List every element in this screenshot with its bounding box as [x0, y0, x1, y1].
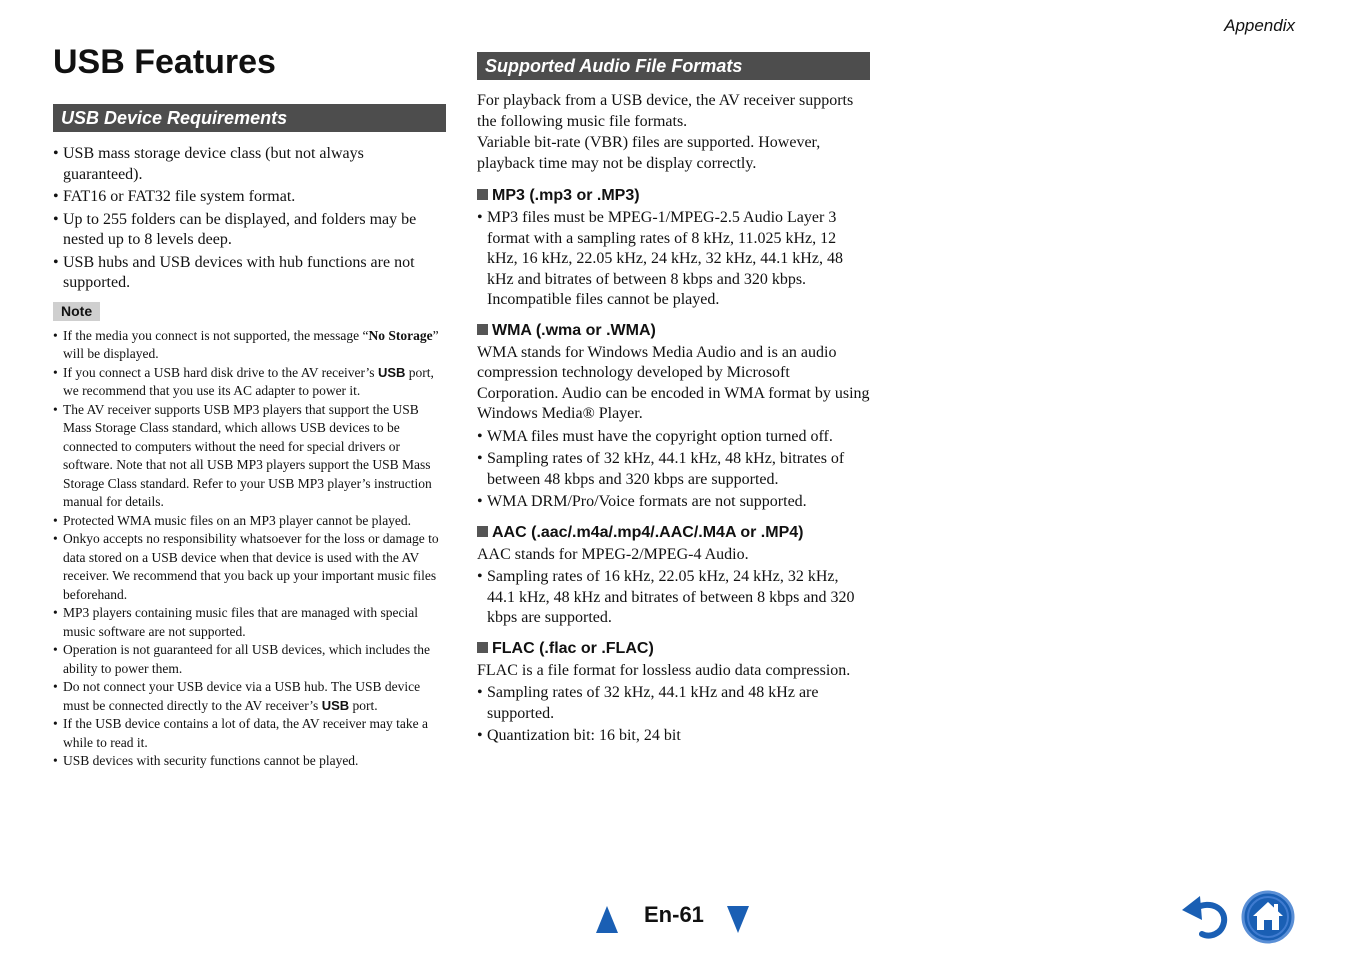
note-text: If you connect a USB hard disk drive to the AV receiver’s	[63, 364, 378, 380]
usb-port-label: USB	[377, 364, 406, 380]
mp3-list	[477, 208, 870, 311]
note-text: If the media you connect is not supported, the message “	[63, 327, 369, 343]
format-heading-aac	[477, 523, 870, 543]
up-triangle-icon[interactable]	[596, 906, 618, 933]
square-bullet-icon	[477, 526, 488, 537]
note-item: • If the USB device contains a lot of data, the AV receiver may take a while to read it.	[53, 715, 446, 752]
square-bullet-icon	[477, 189, 488, 200]
list-item: • Sampling rates of 32 kHz, 44.1 kHz, 48 kHz, bitrates of between 48 kbps and 320 kbps are supported.	[477, 449, 870, 490]
note-text: Do not connect your USB device via a USB hub. The USB device must be connected directly to the AV receiver’s	[63, 679, 421, 713]
list-item: • WMA DRM/Pro/Voice formats are not supported.	[477, 492, 870, 513]
note-item: • Protected WMA music files on an MP3 player cannot be played.	[53, 512, 446, 531]
format-heading-text: FLAC (.flac or .FLAC)	[492, 639, 654, 657]
note-item: • The AV receiver supports USB MP3 players that support the USB Mass Storage Class standard, which allows USB devices to be connected to computers without the need for special drivers or software. Note that not all USB MP3 players support the USB Mass Storage Class standard. Refer to your USB MP3 player’s instruction manual for details.	[53, 401, 446, 512]
list-item: • FAT16 or FAT32 file system format.	[53, 187, 446, 208]
square-bullet-icon	[477, 642, 488, 653]
format-heading-text: MP3 (.mp3 or .MP3)	[492, 187, 640, 204]
list-item: • Up to 255 folders can be displayed, and folders may be nested up to 8 levels deep.	[53, 210, 446, 251]
note-text: port.	[349, 697, 378, 713]
back-arrow-icon[interactable]	[1180, 896, 1230, 940]
left-column	[53, 104, 446, 771]
list-item: • USB hubs and USB devices with hub functions are not supported.	[53, 253, 446, 294]
format-heading-wma	[477, 321, 870, 341]
section-label: Appendix	[1224, 16, 1295, 35]
square-bullet-icon	[477, 324, 488, 335]
list-item: • USB mass storage device class (but not always guaranteed).	[53, 144, 446, 185]
format-heading-text: WMA (.wma or .WMA)	[492, 321, 656, 339]
note-item	[53, 364, 446, 401]
note-item: • USB devices with security functions cannot be played.	[53, 752, 446, 771]
list-item: • MP3 files must be MPEG-1/MPEG-2.5 Audio Layer 3 format with a sampling rates of 8 kHz, 11.025 kHz, 12 kHz, 16 kHz, 22.05 kHz, 24 kHz, 32 kHz, 44.1 kHz, 48 kHz and bitrates of between 8 kbps and 320 kbps. Incompatible files cannot be played.	[477, 208, 870, 311]
note-item: • MP3 players containing music files that are managed with special music software are not supported.	[53, 604, 446, 641]
format-heading-mp3	[477, 186, 870, 206]
note-item: • Onkyo accepts no responsibility whatsoever for the loss or damage to data stored on a USB device when that device is used with the AV receiver. We recommend that you back up your important music files beforehand.	[53, 530, 446, 604]
note-text: ” will be displayed.	[63, 327, 439, 361]
format-heading-flac	[477, 639, 870, 659]
right-column	[477, 52, 870, 749]
format-description: WMA stands for Windows Media Audio and is an audio compression technology developed by Microsoft Corporation. Audio can be encoded in WMA format by using Windows Media® Player.	[477, 343, 870, 422]
notes-list	[53, 327, 446, 771]
home-icon[interactable]	[1241, 890, 1295, 944]
note-item	[53, 327, 446, 364]
note-item: • Operation is not guaranteed for all USB devices, which includes the ability to power them.	[53, 641, 446, 678]
format-description: FLAC is a file format for lossless audio data compression.	[477, 661, 851, 679]
intro-paragraph: Variable bit-rate (VBR) files are supported. However, playback time may not be display correctly.	[477, 134, 821, 172]
format-description: AAC stands for MPEG-2/MPEG-4 Audio.	[477, 545, 749, 563]
page-navigation	[596, 900, 756, 940]
usb-port-label: USB	[321, 697, 350, 713]
wma-list	[477, 427, 870, 513]
list-item: • Sampling rates of 16 kHz, 22.05 kHz, 24 kHz, 32 kHz, 44.1 kHz, 48 kHz and bitrates of between 8 kbps and 320 kbps are supported.	[477, 567, 870, 629]
intro-paragraph: For playback from a USB device, the AV receiver supports the following music file formats.	[477, 92, 854, 130]
note-label: Note	[53, 302, 100, 321]
note-item	[53, 678, 446, 715]
section-heading-usb-requirements: USB Device Requirements	[53, 104, 446, 132]
list-item: • Quantization bit: 16 bit, 24 bit	[477, 726, 870, 747]
requirements-list	[53, 144, 446, 294]
page-title: USB Features	[53, 43, 276, 81]
page-number: En-61	[644, 902, 704, 927]
list-item: • Sampling rates of 32 kHz, 44.1 kHz and 48 kHz are supported.	[477, 683, 870, 724]
note-text: port, we recommend that you use its AC adapter to power it.	[63, 364, 434, 398]
list-item: • WMA files must have the copyright option turned off.	[477, 427, 870, 448]
flac-list	[477, 683, 870, 747]
down-triangle-icon[interactable]	[727, 906, 749, 933]
section-heading-audio-formats: Supported Audio File Formats	[477, 52, 870, 80]
aac-list	[477, 567, 870, 629]
format-heading-text: AAC (.aac/.m4a/.mp4/.AAC/.M4A or .MP4)	[492, 523, 804, 541]
message-name: No Storage	[368, 327, 433, 343]
